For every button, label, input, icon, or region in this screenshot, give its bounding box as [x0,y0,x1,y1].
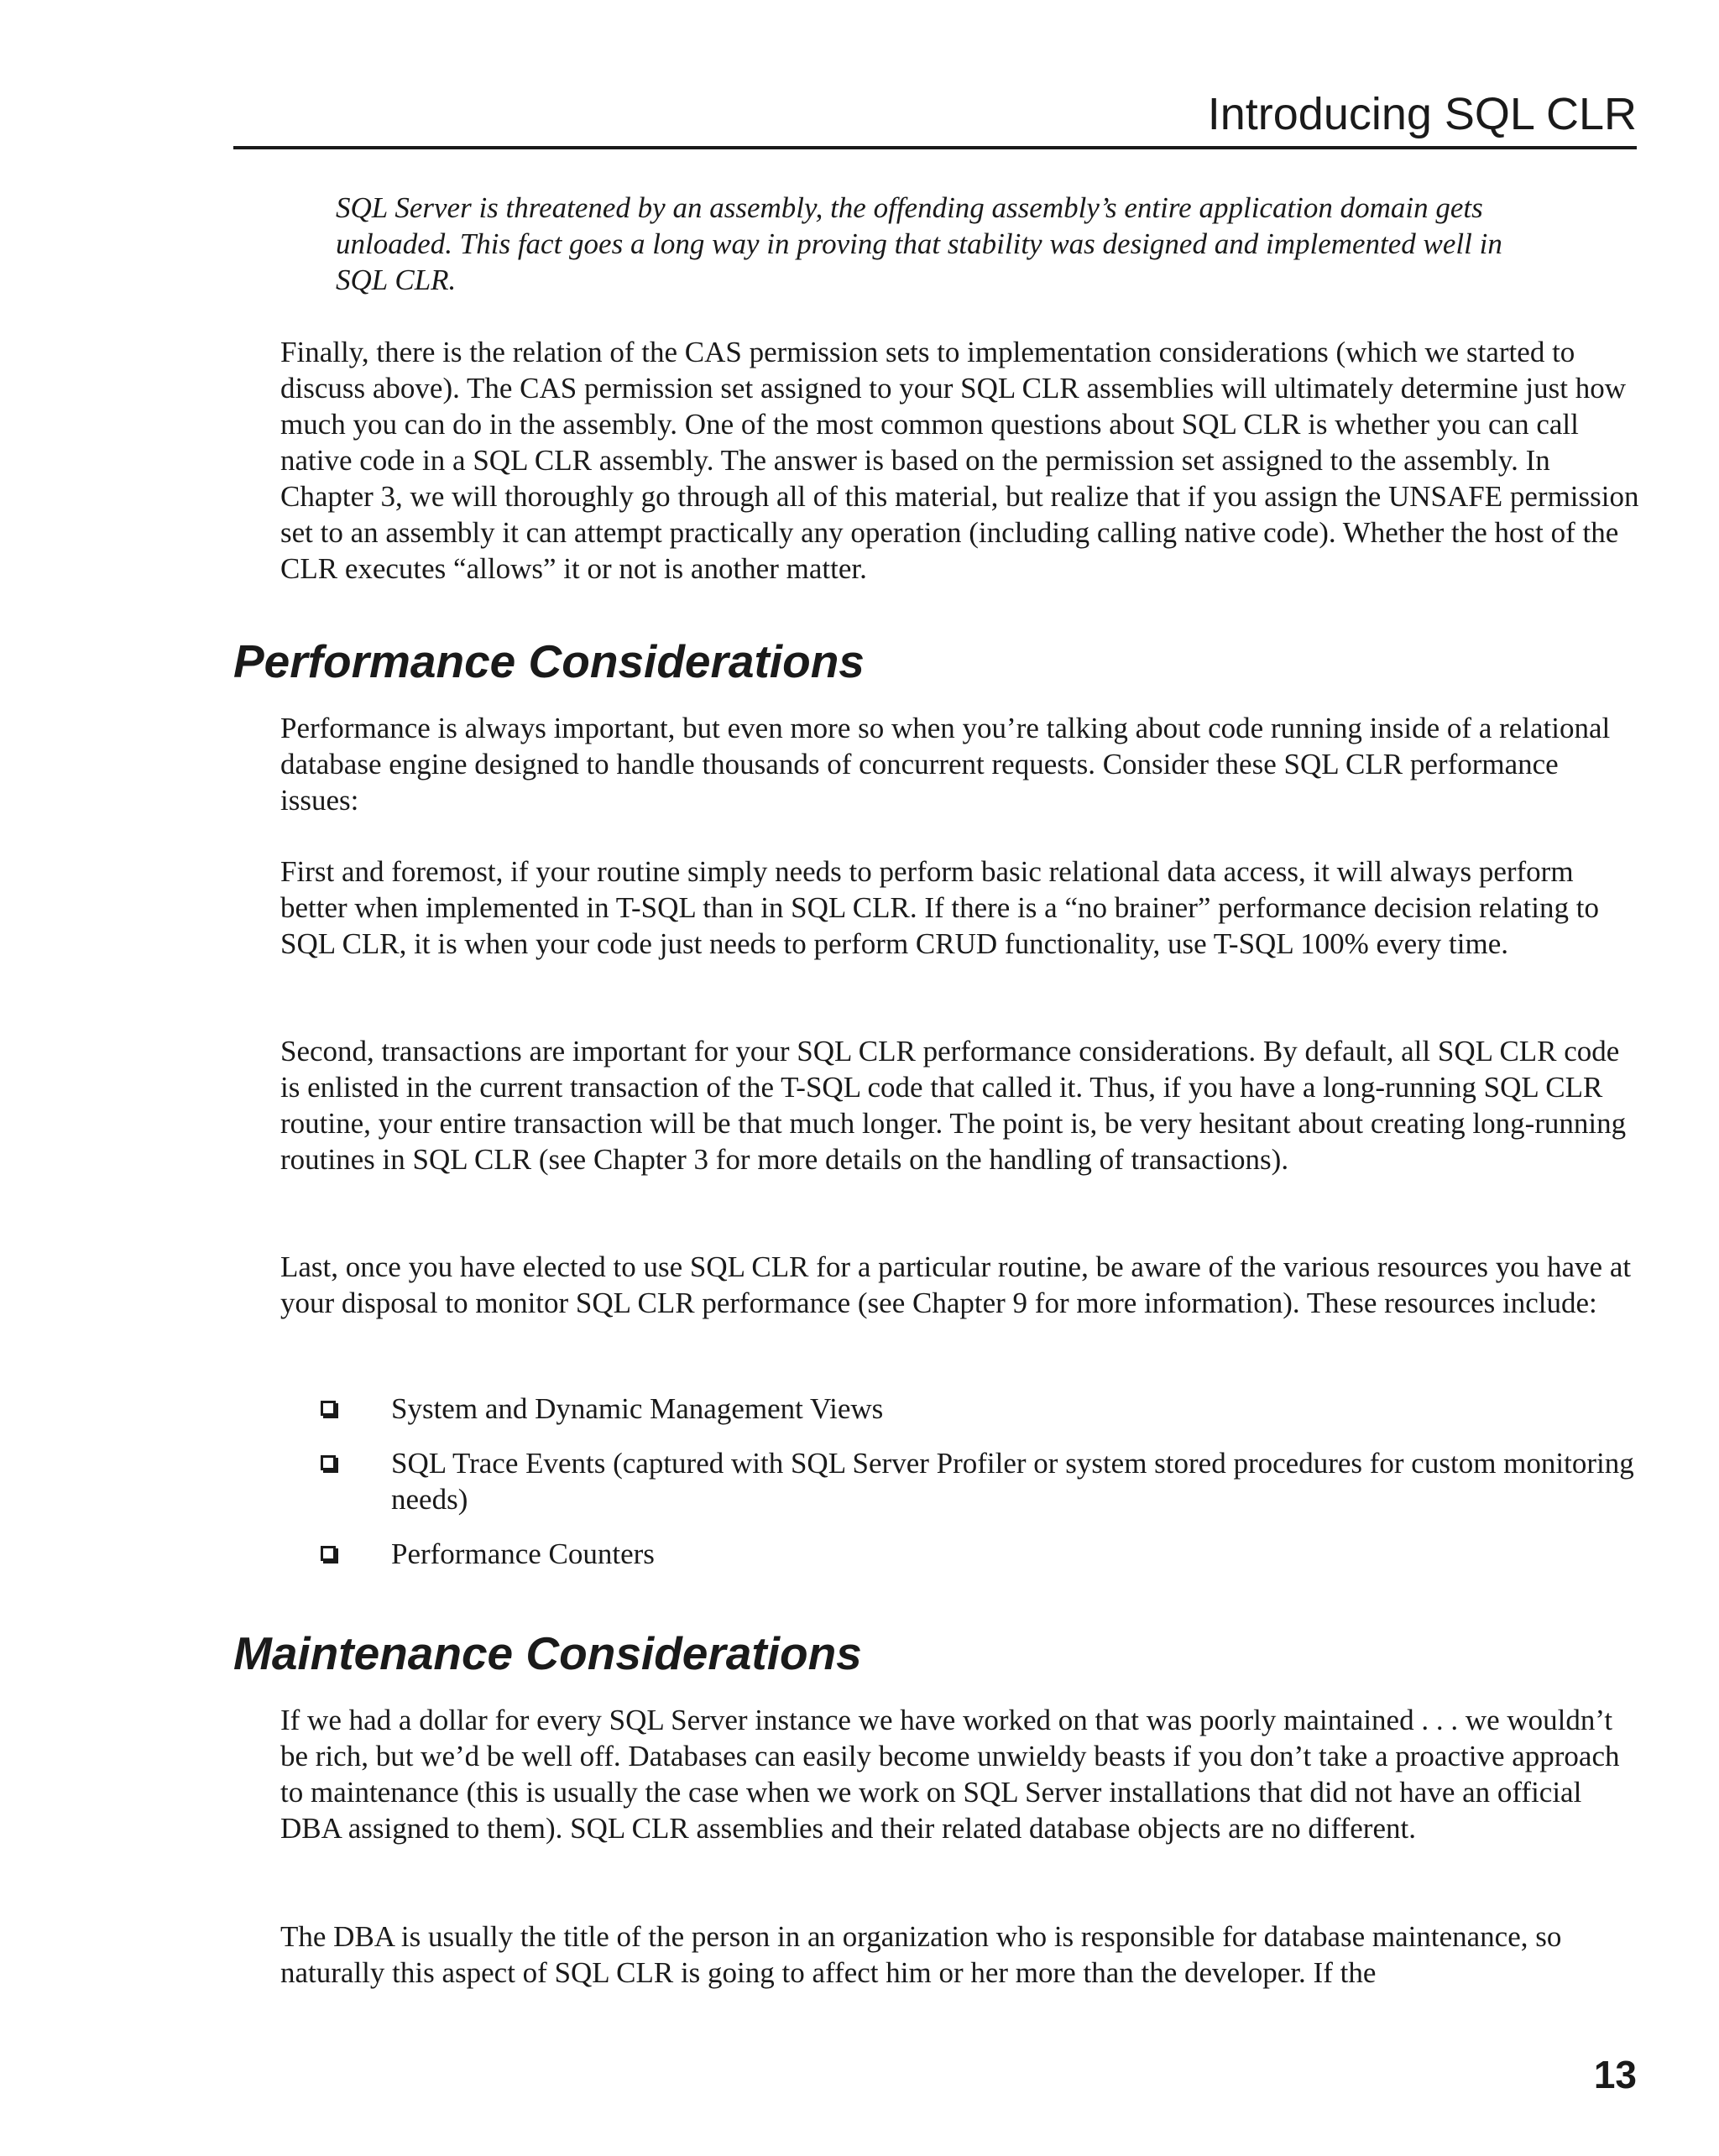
performance-paragraph-1: Performance is always important, but even more so when you’re talking about code running inside of a relational database engine designed to handle thousands of concurrent requests. Consider these SQL CLR performance issues: [280,712,1611,817]
list-item-text: System and Dynamic Management Views [391,1392,884,1425]
checkbox-bullet-icon [321,1546,336,1561]
italic-note: SQL Server is threatened by an assembly, the offending assembly’s entire application domain gets unloaded. This fact goes a long way in proving that stability was designed and implemented well in SQL CLR. [336,191,1502,296]
list-item [321,1536,1640,1572]
maintenance-paragraph-2: The DBA is usually the title of the person in an organization who is responsible for database maintenance, so naturally this aspect of SQL CLR is going to affect him or her more than the developer. If the [280,1920,1562,1989]
maintenance-heading: Maintenance Considerations [233,1627,862,1679]
monitoring-resources-list [321,1391,1640,1590]
running-title: Introducing SQL CLR [1207,89,1637,139]
performance-paragraph-3: Second, transactions are important for your SQL CLR performance considerations. By default, all SQL CLR code is enlisted in the current transaction of the T-SQL code that called it. Thus, if you have a long-running SQL CLR routine, your entire transaction will be that much longer. The point is, be very hesitant about creating long-running routines in SQL CLR (see Chapter 3 for more details on the handling of transactions). [280,1035,1627,1176]
list-item [321,1445,1640,1517]
list-item-text: SQL Trace Events (captured with SQL Server Profiler or system stored procedures for custom monitoring needs) [391,1447,1634,1516]
list-item [321,1391,1640,1427]
page-number: 13 [1593,2053,1637,2096]
performance-paragraph-4: Last, once you have elected to use SQL CLR for a particular routine, be aware of the various resources you have at your disposal to monitor SQL CLR performance (see Chapter 9 for more information). These resources include: [280,1250,1632,1319]
page-header [233,84,1637,149]
cas-permission-paragraph: Finally, there is the relation of the CAS permission sets to implementation considerations (which we started to discuss above). The CAS permission set assigned to your SQL CLR assemblies will ultimately determine just how much you can do in the assembly. One of the most common questions about SQL CLR is whether you can call native code in a SQL CLR assembly. The answer is based on the permission set assigned to the assembly. In Chapter 3, we will thoroughly go through all of this material, but realize that if you assign the UNSAFE permission set to an assembly it can attempt practically any operation (including calling native code). Whether the host of the CLR executes “allows” it or not is another matter. [280,336,1639,585]
checkbox-bullet-icon [321,1401,336,1416]
performance-paragraph-2: First and foremost, if your routine simply needs to perform basic relational data access, it will always perform better when implemented in T-SQL than in SQL CLR. If there is a “no brainer” performance decision relating to SQL CLR, it is when your code just needs to perform CRUD functionality, use T-SQL 100% every time. [280,855,1599,960]
maintenance-paragraph-1: If we had a dollar for every SQL Server instance we have worked on that was poorly maintained . . . we wouldn’t be rich, but we’d be well off. Databases can easily become unwieldy beasts if you don’t take a proactive approach to maintenance (this is usually the case when we work on SQL Server installations that did not have an official DBA assigned to them). SQL CLR assemblies and their related database objects are no different. [280,1704,1620,1845]
performance-heading: Performance Considerations [233,635,865,687]
list-item-text: Performance Counters [391,1537,655,1570]
checkbox-bullet-icon [321,1455,336,1470]
